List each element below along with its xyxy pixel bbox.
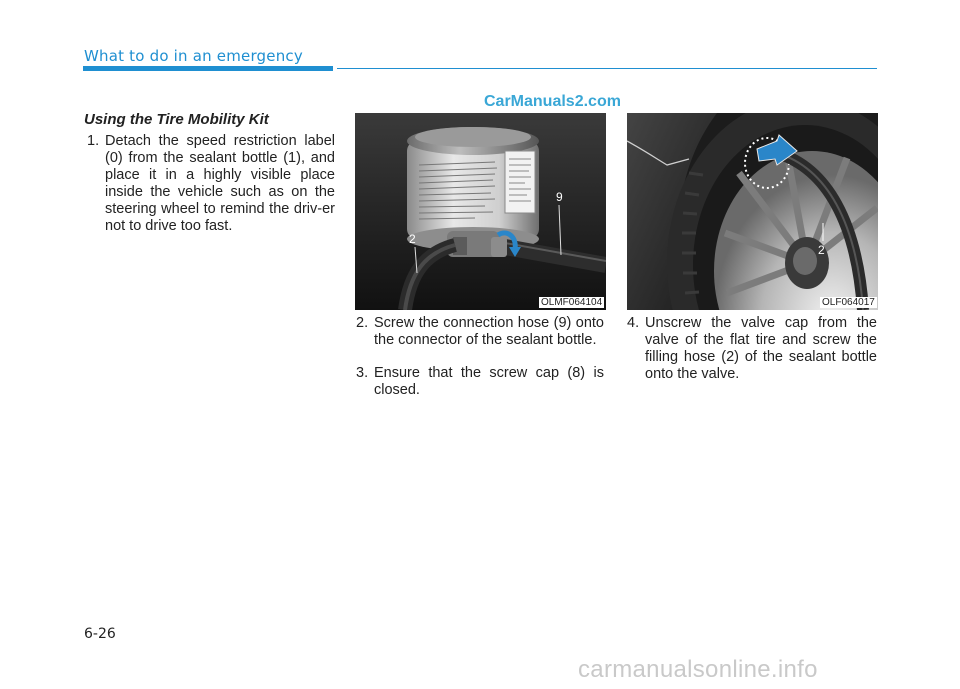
- figure-code: OLMF064104: [541, 297, 603, 308]
- step-3: [356, 365, 604, 399]
- page-number: 6-26: [84, 626, 116, 642]
- subheading: Using the Tire Mobility Kit: [84, 111, 269, 128]
- figure-code: OLF064017: [822, 297, 875, 308]
- step-4: [627, 315, 877, 383]
- step-text: Unscrew the valve cap from the valve of the flat tire and screw the filling hose (2) of the sealant bottle onto the valve.: [645, 315, 877, 382]
- step-number: 1.: [87, 133, 100, 149]
- step-number: 4.: [627, 315, 640, 331]
- callout-2: 2: [409, 232, 416, 246]
- step-1: [87, 133, 335, 235]
- step-text: Detach the speed restriction label (0) from the sealant bottle (1), and place it in a highly visible place inside the vehicle such as on the steering wheel to remind the driv-er not to drive too fast.: [105, 133, 335, 234]
- section-title: What to do in an emergency: [84, 47, 303, 65]
- step-text: Ensure that the screw cap (8) is closed.: [374, 365, 604, 398]
- sealant-bottle-illustration: [355, 113, 606, 310]
- step-number: 3.: [356, 365, 369, 381]
- tire-valve-figure: [627, 113, 878, 310]
- callout-2: 2: [818, 243, 825, 257]
- step-2: [356, 315, 604, 349]
- header-rule-thin: [337, 68, 877, 69]
- sealant-bottle-figure: [355, 113, 606, 310]
- callout-9: 9: [556, 190, 563, 204]
- step-number: 2.: [356, 315, 369, 331]
- header-rule-thick: [83, 66, 333, 71]
- watermark-top: CarManuals2.com: [484, 93, 621, 110]
- step-text: Screw the connection hose (9) onto the connector of the sealant bottle.: [374, 315, 604, 348]
- watermark-bottom: carmanualsonline.info: [578, 656, 818, 683]
- tire-valve-illustration: [627, 113, 878, 310]
